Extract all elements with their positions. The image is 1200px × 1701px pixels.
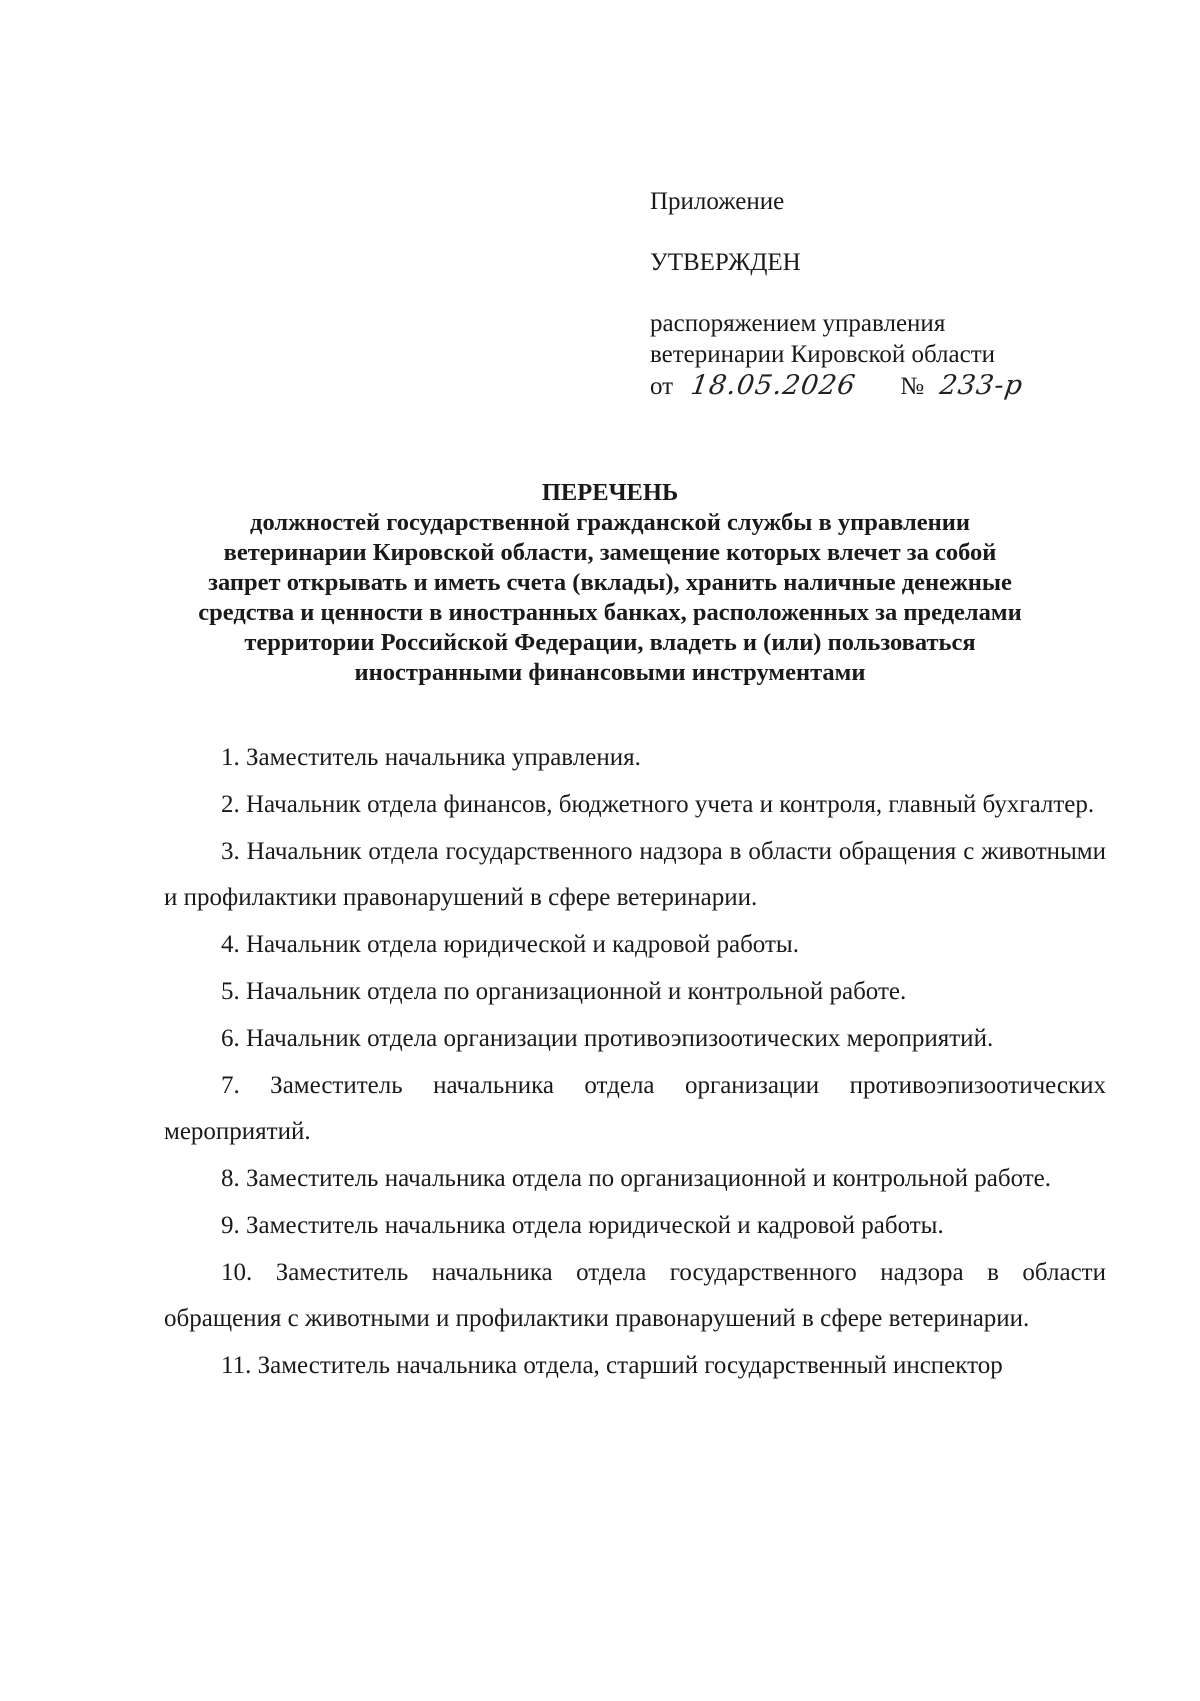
list-item: 7. Заместитель начальника отдела организации противоэпизоотических мероприятий. — [164, 1072, 1106, 1145]
positions-list — [164, 735, 1106, 1390]
list-item: 8. Заместитель начальника отдела по организационной и контрольной работе. — [221, 1165, 1052, 1192]
list-item: 9. Заместитель начальника отдела юридической и кадровой работы. — [221, 1212, 944, 1239]
handwritten-number: 233-р — [938, 370, 1026, 401]
title-line: запрет открывать и иметь счета (вклады), хранить наличные денежные — [208, 569, 1012, 596]
list-item: 6. Начальник отдела организации противоэпизоотических мероприятий. — [221, 1025, 994, 1052]
decree-line-2: ветеринарии Кировской области — [650, 341, 996, 368]
title-heading: ПЕРЕЧЕНЬ — [541, 479, 679, 506]
list-item: 10. Заместитель начальника отдела государственного надзора в области обращения с животными и профилактики правонарушений в сфере ветеринарии. — [164, 1259, 1106, 1332]
document-title — [120, 478, 1100, 688]
approval-stamp-block — [650, 186, 1130, 402]
decree-line-1: распоряжением управления — [650, 310, 946, 337]
approved-label: УТВЕРЖДЕН — [650, 249, 801, 276]
title-line: должностей государственной гражданской службы в управлении — [250, 509, 970, 536]
list-item: 3. Начальник отдела государственного надзора в области обращения с животными и профилактики правонарушений в сфере ветеринарии. — [164, 838, 1106, 911]
title-line: территории Российской Федерации, владеть и (или) пользоваться — [244, 629, 976, 656]
appendix-label: Приложение — [650, 188, 785, 215]
title-line: ветеринарии Кировской области, замещение которых влечет за собой — [223, 539, 997, 566]
decree-reference — [650, 308, 1130, 402]
title-line: средства и ценности в иностранных банках, расположенных за пределами — [198, 599, 1022, 626]
from-label: от — [650, 373, 674, 400]
handwritten-date: 18.05.2026 — [689, 370, 859, 401]
list-item: 2. Начальник отдела финансов, бюджетного учета и контроля, главный бухгалтер. — [221, 791, 1095, 818]
list-item: 4. Начальник отдела юридической и кадровой работы. — [221, 931, 799, 958]
list-item: 1. Заместитель начальника управления. — [221, 744, 641, 771]
title-line: иностранными финансовыми инструментами — [354, 659, 866, 686]
number-label: № — [900, 373, 925, 400]
list-item: 5. Начальник отдела по организационной и контрольной работе. — [221, 978, 907, 1005]
decree-date-number-line — [650, 370, 1130, 402]
list-item: 11. Заместитель начальника отдела, старший государственный инспектор — [221, 1352, 1003, 1379]
